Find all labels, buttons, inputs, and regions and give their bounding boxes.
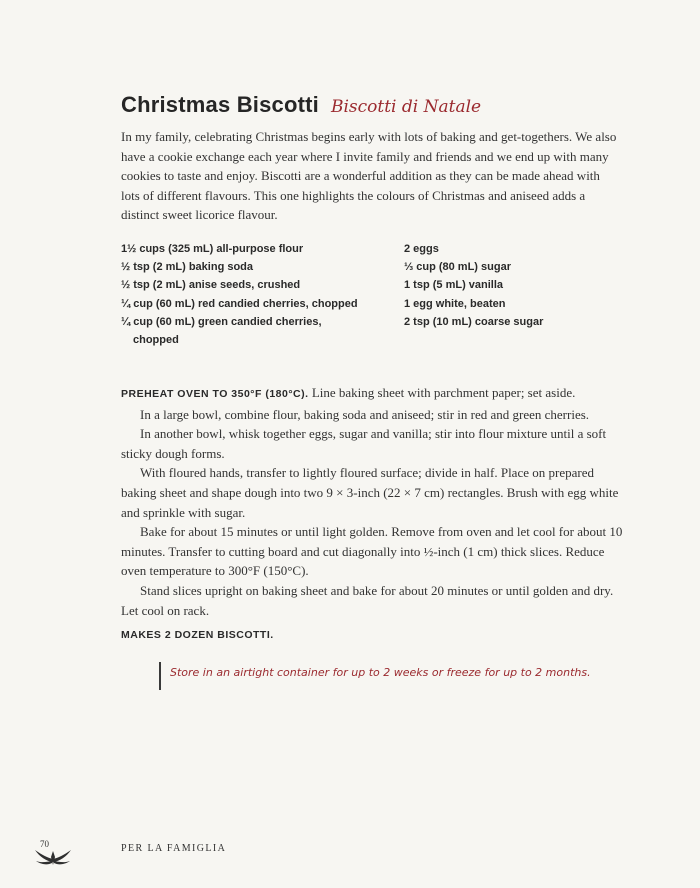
method-step: With floured hands, transfer to lightly floured surface; divide in half. Place on prepared baking sheet and shape dough into two 9 × 3-inch (22 × 7 cm) rectangles. Brush with egg white and sprinkle with sugar.: [121, 465, 619, 520]
method-step: In another bowl, whisk together eggs, sugar and vanilla; stir into flour mixture until a soft sticky dough forms.: [121, 426, 607, 461]
recipe-title: Christmas Biscotti: [121, 92, 319, 117]
ingredient-item: 1 tsp (5 mL) vanilla: [404, 279, 504, 292]
ingredients-right-column: [404, 240, 604, 331]
method-step-text: Line baking sheet with parchment paper; set aside.: [308, 385, 576, 400]
method-step: Bake for about 15 minutes or until light golden. Remove from oven and let cool for about 10 minutes. Transfer to cutting board and cut diagonally into ½-inch (1 cm) thick slices. Reduce oven temperature to 300°F (150°C).: [121, 524, 623, 579]
recipe-subtitle: Biscotti di Natale: [330, 97, 482, 117]
method-step: Stand slices upright on baking sheet and bake for about 20 minutes or until golden and dry. Let cool on rack.: [121, 582, 614, 618]
ingredient-item: ⅓ cup (80 mL) sugar: [404, 261, 511, 274]
intro-paragraph: In my family, celebrating Christmas begins early with lots of baking and get-togethers. We also have a cookie exchange each year where I invite family and friends and we end up with many cookies to taste and enjoy. Biscotti are a wonderful addition as they can be made ahead with lots of different flavours. This one highlights the colours of Christmas and aniseed adds a distinct sweet licorice flavour.: [121, 129, 617, 223]
ingredient-item: 2 tsp (10 mL) coarse sugar: [404, 315, 544, 328]
ingredient-item: ½ tsp (2 mL) anise seeds, crushed: [121, 279, 301, 292]
wreath-ornament-icon: [32, 849, 74, 867]
ingredient-item: 1 egg white, beaten: [404, 297, 506, 310]
tip-divider: [159, 662, 161, 690]
recipe-header: [121, 92, 481, 118]
ingredient-item: 2 eggs: [404, 243, 439, 255]
ingredient-item: ¼ cup (60 mL) green candied cherries, chopped: [121, 315, 322, 347]
ingredient-item: 1½ cups (325 mL) all-purpose flour: [121, 243, 304, 255]
ingredient-item: ¼ cup (60 mL) red candied cherries, chopped: [121, 297, 358, 310]
page-number: 70: [40, 839, 49, 849]
recipe-yield: MAKES 2 DOZEN BISCOTTI.: [121, 629, 274, 641]
method-lead-in: PREHEAT OVEN TO 350°F (180°C).: [121, 388, 309, 400]
ingredients-left-column: [121, 240, 361, 349]
ingredient-item: ½ tsp (2 mL) baking soda: [121, 261, 254, 274]
method-section: [121, 383, 626, 620]
storage-tip: Store in an airtight container for up to 2 weeks or freeze for up to 2 months.: [170, 666, 591, 679]
method-step: [121, 383, 626, 405]
method-step: In a large bowl, combine flour, baking soda and aniseed; stir in red and green cherries.: [140, 406, 590, 422]
running-footer: PER LA FAMIGLIA: [121, 843, 227, 854]
